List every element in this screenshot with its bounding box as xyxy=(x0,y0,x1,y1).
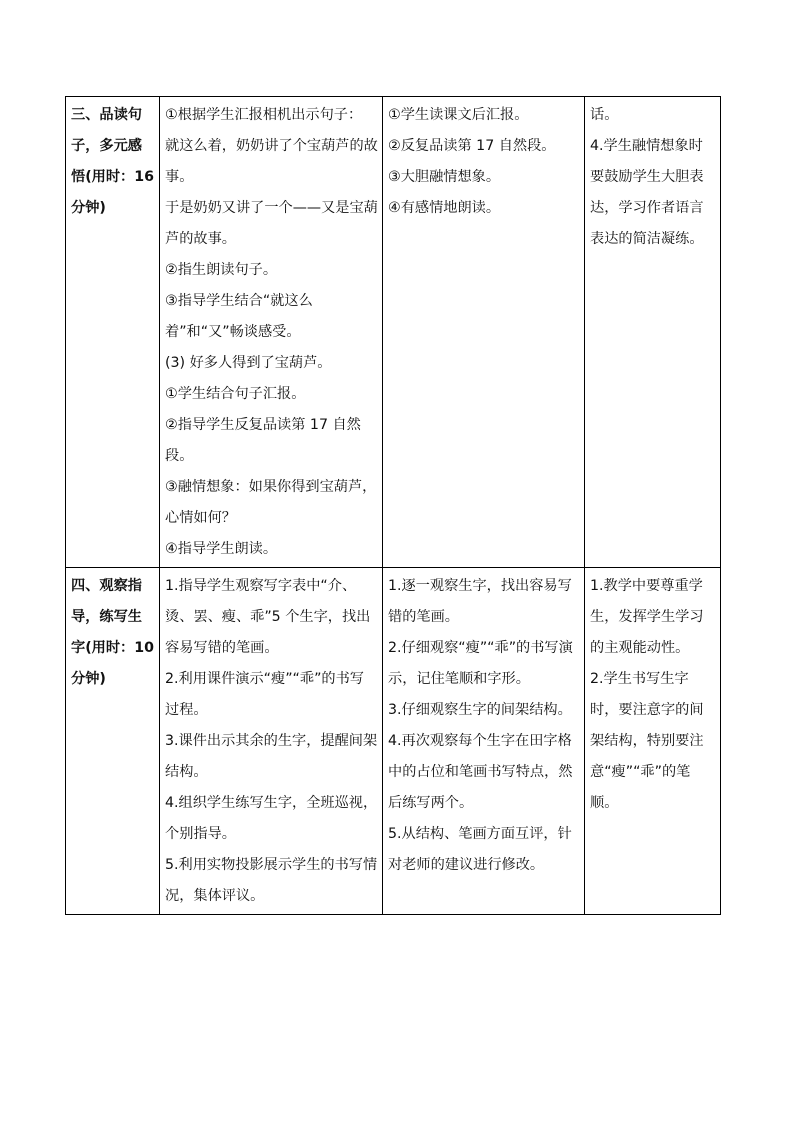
design-notes-cell xyxy=(585,97,721,568)
phase-title: 三、品读句子，多元感悟(用时：16分钟) xyxy=(71,107,154,216)
list-item: 于是奶奶又讲了一个——又是宝葫芦的故事。 xyxy=(165,200,378,247)
table-row xyxy=(66,568,721,915)
list-item: ③融情想象：如果你得到宝葫芦，心情如何？ xyxy=(165,479,377,526)
list-item: ①学生读课文后汇报。 xyxy=(388,107,529,123)
list-item: 5.从结构、笔画方面互评，针对老师的建议进行修改。 xyxy=(388,826,572,873)
student-activity-cell xyxy=(383,97,585,568)
list-item: 1.指导学生观察写字表中“介、烫、罢、瘦、乖”5 个生字，找出容易写错的笔画。 xyxy=(165,578,371,656)
list-item: 2.学生书写生字时，要注意字的间架结构，特别要注意“瘦”“乖”的笔顺。 xyxy=(590,671,704,811)
teacher-activity-cell xyxy=(160,568,383,915)
list-item: ③指导学生结合“就这么着”和“又”畅谈感受。 xyxy=(165,293,313,340)
list-item: ①学生结合句子汇报。 xyxy=(165,386,306,402)
list-item: (3) 好多人得到了宝葫芦。 xyxy=(165,355,332,371)
list-item: 2.利用课件演示“瘦”“乖”的书写过程。 xyxy=(165,671,364,718)
list-item: ③大胆融情想象。 xyxy=(388,169,501,185)
list-item: 3.课件出示其余的生字，提醒间架结构。 xyxy=(165,733,378,780)
teacher-activity-cell xyxy=(160,97,383,568)
lesson-plan-table xyxy=(65,96,721,915)
phase-cell xyxy=(66,97,160,568)
list-item: 就这么着，奶奶讲了个宝葫芦的故事。 xyxy=(165,138,378,185)
list-item: ④指导学生朗读。 xyxy=(165,541,278,557)
list-item: ④有感情地朗读。 xyxy=(388,200,501,216)
list-item: 话。 xyxy=(590,107,619,123)
list-item: ②指生朗读句子。 xyxy=(165,262,278,278)
list-item: ①根据学生汇报相机出示句子： xyxy=(165,107,363,123)
list-item: 4.组织学生练写生字，全班巡视，个别指导。 xyxy=(165,795,378,842)
phase-title: 四、观察指导，练写生字(用时：10分钟) xyxy=(71,578,154,687)
student-activity-cell xyxy=(383,568,585,915)
list-item: ②指导学生反复品读第 17 自然段。 xyxy=(165,417,361,464)
list-item: 3.仔细观察生字的间架结构。 xyxy=(388,702,572,718)
list-item: ②反复品读第 17 自然段。 xyxy=(388,138,556,154)
list-item: 4.学生融情想象时要鼓励学生大胆表达，学习作者语言表达的简洁凝练。 xyxy=(590,138,704,247)
list-item: 2.仔细观察“瘦”“乖”的书写演示，记住笔顺和字形。 xyxy=(388,640,573,687)
table-row xyxy=(66,97,721,568)
list-item: 1.教学中要尊重学生，发挥学生学习的主观能动性。 xyxy=(590,578,704,656)
list-item: 1.逐一观察生字，找出容易写错的笔画。 xyxy=(388,578,572,625)
phase-cell xyxy=(66,568,160,915)
list-item: 4.再次观察每个生字在田字格中的占位和笔画书写特点，然后练写两个。 xyxy=(388,733,573,811)
list-item: 5.利用实物投影展示学生的书写情况，集体评议。 xyxy=(165,857,378,904)
design-notes-cell xyxy=(585,568,721,915)
